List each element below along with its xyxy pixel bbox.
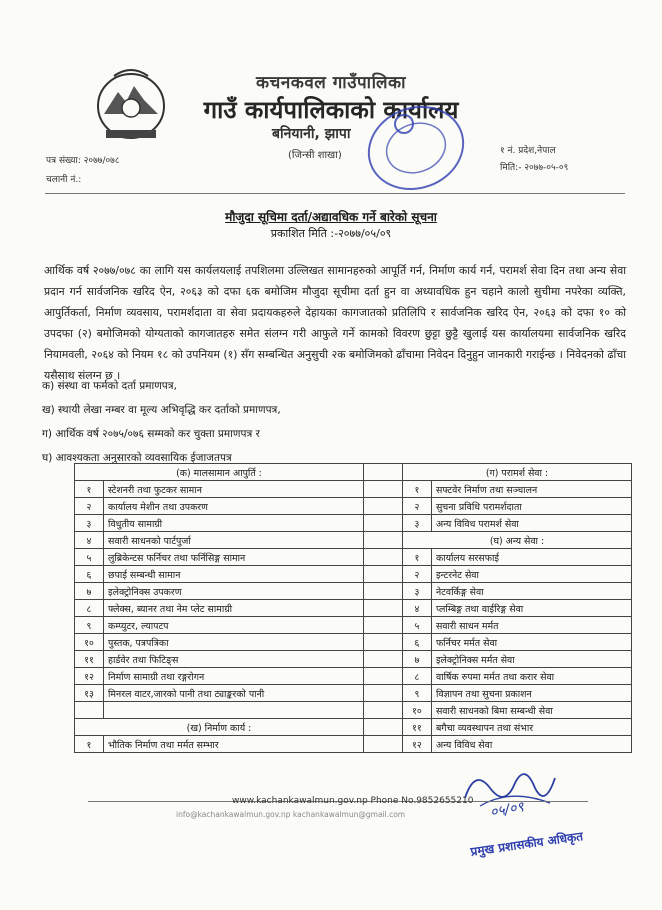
requirement-item: ख) स्थायी लेखा नम्बर वा मूल्य अभिवृद्धि कर दर्ताको प्रमाणपत्र, [42,404,281,416]
table-row [75,464,632,481]
table-row: २ कार्यालय मेशीन तथा उपकरण २ सुचना प्रविधि परामर्शदाता [75,498,632,515]
services-table [74,463,632,753]
table-row: १० पुस्तक, पत्रपत्रिका ६ फर्निचर मर्मत सेवा [75,634,632,651]
table-row: ७ इलेक्ट्रोनिक्स उपकरण ३ नेटवर्किङ्ग सेवा [75,583,632,600]
other-service-item: फर्निचर मर्मत सेवा [431,634,631,651]
goods-item: स्टेशनरी तथा फुटकर सामान [104,481,364,498]
published-date: प्रकाशित मिति :-२०७७/०५/०९ [270,227,392,240]
table-row: १ भौतिक निर्माण तथा मर्मत सम्भार १२ अन्य विविध सेवा [75,736,632,753]
goods-item: छपाई सम्बन्धी सामान [104,566,364,583]
table-row: ८ फ्लेक्स, ब्यानर तथा नेम प्लेट सामाग्री ४ प्लम्बिङ्ग तथा वाईरिङ्ग सेवा [75,600,632,617]
dispatch-number: चलानी नं.: [46,175,82,185]
executive-office-name: गाउँ कार्यपालिकाको कार्यालय [203,96,459,124]
goods-item: हार्डवेर तथा फिटिङ्स [104,651,364,668]
goods-item: विधुतीय सामाग्री [104,515,364,532]
other-service-item: कार्यालय सरसफाई [431,549,631,566]
other-services-heading: (घ) अन्य सेवा : [402,532,631,549]
table-row: १ स्टेशनरी तथा फुटकर सामान १ सफ्टवेर निर्माण तथा सञ्चालन [75,481,632,498]
table-row: ९ कम्प्युटर, ल्यापटप ५ सवारी साधन मर्मत [75,617,632,634]
official-stamp-icon [362,100,470,196]
table-row: १३ मिनरल वाटर,जारको पानी तथा ट्याङ्करको पानी ९ विज्ञापन तथा सुचना प्रकाशन [75,685,632,702]
requirement-item: ग) आर्थिक वर्ष २०७५/०७६ सम्मको कर चुक्ता प्रमाणपत्र र [42,428,260,440]
office-address: बनियानी, झापा [272,126,351,142]
other-service-item: इन्टरनेट सेवा [431,566,631,583]
signature-date: ०५/०९ [488,799,526,821]
letter-date: मिति:- २०७७-०५-०९ [500,163,569,173]
other-service-item: प्लम्बिङ्ग तथा वाईरिङ्ग सेवा [431,600,631,617]
other-service-item: सवारी साधनको बिमा सम्बन्धी सेवा [431,702,631,719]
reference-number: पत्र संख्या: २०७७/०७८ [46,156,120,166]
office-name: कचनकवल गाउँपालिका [256,73,406,93]
goods-item: निर्माण सामाग्री तथा रङ्गरोगन [104,668,364,685]
requirement-item: क) संस्था वा फर्मको दर्ता प्रमाणपत्र, [42,380,177,392]
goods-heading: (क) मालसामान आपुर्ति : [75,464,364,481]
other-service-item: इलेक्ट्रोनिक्स मर्मत सेवा [431,651,631,668]
consulting-heading: (ग) परामर्श सेवा : [402,464,631,481]
works-item: भौतिक निर्माण तथा मर्मत सम्भार [104,736,364,753]
goods-item: मिनरल वाटर,जारको पानी तथा ट्याङ्करको पानी [104,685,364,702]
requirement-item: घ) आवश्यकता अनुसारको व्यवसायिक ईजाजतपत्र [42,452,232,464]
other-service-item: नेटवर्किङ्ग सेवा [431,583,631,600]
consulting-item: अन्य विविध परामर्श सेवा [431,515,631,532]
other-service-item: वार्षिक रुपमा मर्मत तथा करार सेवा [431,668,631,685]
footer-contact: www.kachankawalmun.gov.np Phone No.9852655210 [232,796,474,806]
province-label: १ नं. प्रदेश,नेपाल [500,146,556,156]
table-row: १२ निर्माण सामाग्री तथा रङ्गरोगन ८ वार्षिक रुपमा मर्मत तथा करार सेवा [75,668,632,685]
signatory-title: प्रमुख प्रशासकीय अधिकृत [469,829,584,859]
goods-item: पुस्तक, पत्रपत्रिका [104,634,364,651]
other-service-item: बगैचा व्यवस्थापन तथा संभार [431,719,631,736]
other-service-item: सवारी साधन मर्मत [431,617,631,634]
works-heading: (ख) निर्माण कार्य : [75,719,364,736]
table-row: ५ लुब्रिकेन्टस फर्निचर तथा फर्निसिङ्ग सामान १ कार्यालय सरसफाई [75,549,632,566]
goods-item: फ्लेक्स, ब्यानर तथा नेम प्लेट सामाग्री [104,600,364,617]
goods-item: इलेक्ट्रोनिक्स उपकरण [104,583,364,600]
table-row: ४ सवारी साधनको पार्टपुर्जा (घ) अन्य सेवा : [75,532,632,549]
goods-item: लुब्रिकेन्टस फर्निचर तथा फर्निसिङ्ग सामान [104,549,364,566]
other-service-item: विज्ञापन तथा सुचना प्रकाशन [431,685,631,702]
table-row: ६ छपाई सम्बन्धी सामान २ इन्टरनेट सेवा [75,566,632,583]
notice-title: मौजुदा सूचिमा दर्ता/अद्यावधिक गर्ने बारेको सूचना [225,210,437,224]
goods-item: सवारी साधनको पार्टपुर्जा [104,532,364,549]
consulting-item: सुचना प्रविधि परामर्शदाता [431,498,631,515]
other-service-item: अन्य विविध सेवा [431,736,631,753]
table-row: १० सवारी साधनको बिमा सम्बन्धी सेवा [75,702,632,719]
notice-body: आर्थिक वर्ष २०७७/०७८ का लागि यस कार्यलयलाई तपशिलमा उल्लिखत सामानहरुको आपूर्ति गर्न, निर्माण कार्य गर्न, परामर्श सेवा दिन तथा अन्य सेवा प्रदान गर्न सार्वजनिक खरिद ऐन, २०६३ को दफा ६क बमोजिम मौजुदा सूचीमा दर्ता हुन वा अध्यावधिक हुन चहाने कालो सुचीमा नपरेका व्यक्ति, आपुर्तिकर्ता, निर्माण व्यवसाय, परामर्शदाता वा सेवा प्रदायकहरुले देहायका कागजातको प्रतिलिपि र सार्वजनिक खरिद ऐन, २०६३ को दफा १० को उपदफा (२) बमोजिमको योग्यताको कागजातहरु समेत संलग्न गरी आफुले गर्ने कामको विवरण छुट्टा छुट्टै खुलाई यस कार्यालयमा सार्वजनिक खरिद नियामवली, २०६४ को नियम १८ को उपनियम (१) सँग सम्बन्धित अनुसुची २क बमोजिमको ढाँचामा निवेदन दिनुहुन जानकारी गराईन्छ । निवेदनको ढाँचा यसैसाथ संलग्न छ । [44,264,626,382]
branch-name: (जिन्सी शाखा) [288,150,342,161]
header-divider [45,193,625,194]
goods-item: कम्प्युटर, ल्यापटप [104,617,364,634]
goods-item: कार्यालय मेशीन तथा उपकरण [104,498,364,515]
table-row: (ख) निर्माण कार्य : ११ बगैचा व्यवस्थापन तथा संभार [75,719,632,736]
table-row: ११ हार्डवेर तथा फिटिङ्स ७ इलेक्ट्रोनिक्स मर्मत सेवा [75,651,632,668]
table-row: ३ विधुतीय सामाग्री ३ अन्य विविध परामर्श सेवा [75,515,632,532]
consulting-item: सफ्टवेर निर्माण तथा सञ्चालन [431,481,631,498]
footer-email: info@kachankawalmun.gov.np kachankawalmun@gmail.com [176,810,406,819]
